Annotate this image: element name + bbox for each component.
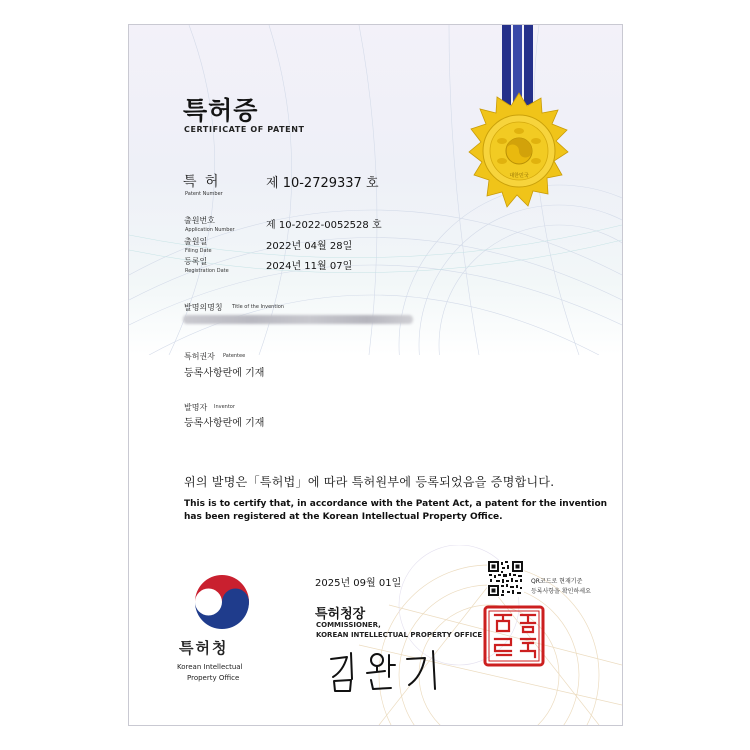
commissioner-signature — [325, 647, 445, 693]
inventor-label-en: Inventor — [214, 404, 235, 410]
ribbon-stripe — [502, 25, 511, 105]
filing-date-value: 2022년 04월 28일 — [266, 241, 353, 252]
kipo-taegeuk-logo — [191, 573, 253, 635]
ribbon-stripe — [513, 25, 522, 105]
application-number-label-en: Application Number — [185, 227, 235, 233]
registration-date-label-en: Registration Date — [185, 268, 229, 274]
certificate-title-en: CERTIFICATE OF PATENT — [184, 125, 305, 134]
registration-date-value: 2024년 11월 07일 — [266, 261, 353, 272]
seal-text: 대한민국 — [509, 173, 529, 179]
gold-seal-ribbon — [457, 25, 587, 225]
patent-number-label-en: Patent Number — [185, 191, 223, 197]
patentee-label-en: Patentee — [223, 353, 246, 359]
invention-title-label-en: Title of the Invention — [232, 304, 284, 310]
issue-date: 2025년 09월 01일 — [315, 578, 402, 589]
official-red-stamp — [483, 605, 545, 667]
inventor-label: 발명자 — [184, 403, 208, 412]
commissioner-title-en-line1: COMMISSIONER, — [316, 621, 381, 629]
qr-code[interactable] — [487, 560, 524, 597]
kipo-name: 특허청 — [179, 639, 229, 657]
certificate-title: 특허증 — [183, 96, 259, 125]
inventor-value: 등록사항란에 기재 — [184, 418, 265, 429]
qr-note-line1: QR코드로 현재기준 — [531, 578, 583, 585]
patent-number-value: 제 10-2729337 호 — [266, 176, 379, 191]
patentee-value: 등록사항란에 기재 — [184, 368, 265, 379]
filing-date-label: 출원일 — [184, 237, 208, 246]
patentee-label: 특허권자 — [184, 352, 215, 361]
patent-number-label: 특 허 — [183, 174, 221, 190]
ribbon-stripe — [524, 25, 533, 105]
kipo-name-en-line2: Property Office — [187, 674, 240, 682]
commissioner-title: 특허청장 — [315, 607, 366, 622]
kipo-name-en-line1: Korean Intellectual — [177, 663, 243, 671]
declaration-english-line2: has been registered at the Korean Intellectual Property Office. — [184, 512, 503, 522]
application-number-label: 출원번호 — [184, 216, 215, 225]
invention-title-label: 발명의명칭 — [184, 303, 223, 312]
declaration-english-line1: This is to certify that, in accordance with the Patent Act, a patent for the invention — [184, 499, 608, 509]
redacted-invention-title — [183, 315, 413, 324]
qr-note-line2: 등록사항을 확인하세요 — [531, 588, 591, 595]
application-number-value: 제 10-2022-0052528 호 — [266, 220, 382, 231]
certificate-sheet — [128, 24, 623, 726]
declaration-korean: 위의 발명은「특허법」에 따라 특허원부에 등록되었음을 증명합니다. — [184, 475, 555, 489]
commissioner-title-en-line2: KOREAN INTELLECTUAL PROPERTY OFFICE — [316, 631, 483, 639]
registration-date-label: 등록일 — [184, 257, 208, 266]
gold-seal — [469, 93, 568, 207]
filing-date-label-en: Filing Date — [185, 248, 212, 254]
